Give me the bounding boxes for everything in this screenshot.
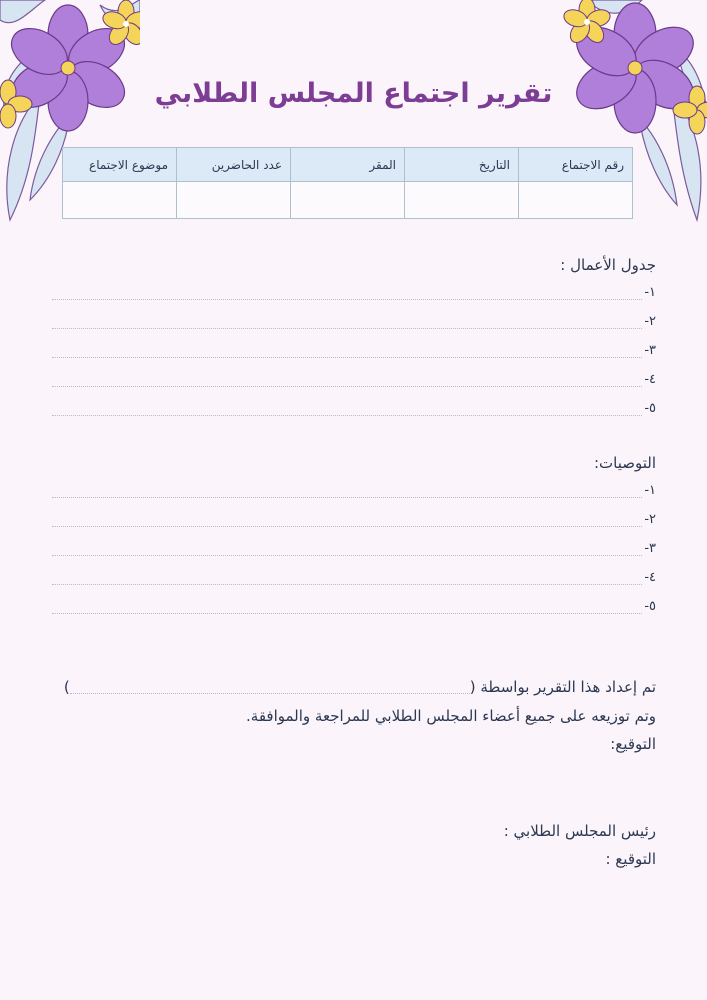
agenda-line-number: ١- xyxy=(644,285,656,300)
dotted-line xyxy=(52,372,642,387)
recommendation-line-number: ٤- xyxy=(644,570,656,585)
header-date: التاريخ xyxy=(405,148,519,182)
dotted-line xyxy=(52,314,642,329)
recommendation-line[interactable] xyxy=(52,476,656,505)
header-attendees: عدد الحاضرين xyxy=(177,148,291,182)
dotted-line xyxy=(52,343,642,358)
agenda-section xyxy=(52,252,656,423)
dotted-line xyxy=(52,512,642,527)
header-location: المقر xyxy=(291,148,405,182)
recommendations-label: التوصيات: xyxy=(593,454,656,472)
recommendation-line[interactable] xyxy=(52,592,656,621)
header-meeting-number: رقم الاجتماع xyxy=(519,148,633,182)
agenda-line-number: ٣- xyxy=(644,343,656,358)
recommendation-line[interactable] xyxy=(52,534,656,563)
cell-topic[interactable] xyxy=(63,182,177,219)
recommendation-line[interactable] xyxy=(52,505,656,534)
prepared-by-prefix: تم إعداد هذا التقرير بواسطة ( xyxy=(469,678,656,696)
header-topic: موضوع الاجتماع xyxy=(63,148,177,182)
recommendation-line[interactable] xyxy=(52,563,656,592)
president-label: رئيس المجلس الطلابي : xyxy=(503,822,656,840)
agenda-line-number: ٥- xyxy=(644,401,656,416)
agenda-label: جدول الأعمال : xyxy=(560,256,656,274)
agenda-line[interactable] xyxy=(52,278,656,307)
dotted-line xyxy=(52,599,642,614)
dotted-line xyxy=(52,541,642,556)
dotted-line xyxy=(52,401,642,416)
prepared-by-line xyxy=(50,678,656,696)
cell-attendees[interactable] xyxy=(177,182,291,219)
recommendation-line-number: ١- xyxy=(644,483,656,498)
agenda-line[interactable] xyxy=(52,365,656,394)
meeting-info-table xyxy=(62,147,633,219)
recommendations-section xyxy=(52,450,656,621)
cell-date[interactable] xyxy=(405,182,519,219)
prepared-by-suffix: ) xyxy=(63,678,70,696)
dotted-line xyxy=(52,285,642,300)
agenda-line-number: ٤- xyxy=(644,372,656,387)
agenda-line-number: ٢- xyxy=(644,314,656,329)
page-title: تقرير اجتماع المجلس الطلابي xyxy=(154,78,553,109)
cell-meeting-number[interactable] xyxy=(519,182,633,219)
agenda-line[interactable] xyxy=(52,336,656,365)
dotted-line xyxy=(52,570,642,585)
recommendation-line-number: ٥- xyxy=(644,599,656,614)
dotted-line xyxy=(52,483,642,498)
cell-location[interactable] xyxy=(291,182,405,219)
recommendation-line-number: ٢- xyxy=(644,512,656,527)
agenda-line[interactable] xyxy=(52,394,656,423)
recommendation-line-number: ٣- xyxy=(644,541,656,556)
president-signature-label: التوقيع : xyxy=(605,850,656,868)
distribution-note: وتم توزيعه على جميع أعضاء المجلس الطلابي للمراجعة والموافقة. xyxy=(246,707,656,725)
prepared-by-field[interactable] xyxy=(70,681,470,694)
agenda-line[interactable] xyxy=(52,307,656,336)
signature-label: التوقيع: xyxy=(610,735,656,753)
